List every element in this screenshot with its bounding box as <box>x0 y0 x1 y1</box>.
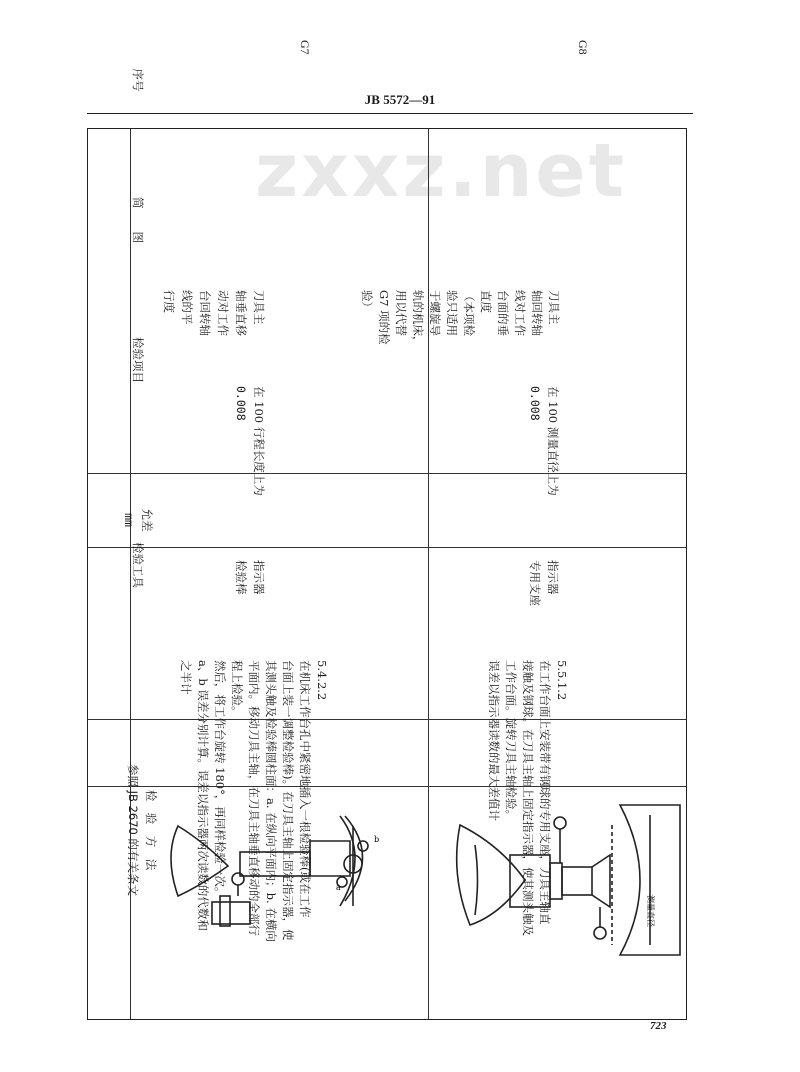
header-diagram: 简 图 <box>131 197 145 243</box>
g8-spindle <box>510 855 550 907</box>
row-g7-item: 刀具主 轴垂直移 动对工作 台回转轴 线的平 行度 <box>162 290 266 336</box>
diagram-g8-drawing <box>430 785 686 1019</box>
row-g7-seq: G7 <box>298 40 312 55</box>
row-g7-tolerance: 在 100 行程长度上为 0.008 <box>234 386 266 496</box>
g8-label-diameter: 测量直径 <box>646 895 655 927</box>
g8-table-body <box>457 825 525 925</box>
g7-label-b: b <box>374 835 380 844</box>
header-item: 检验项目 <box>131 337 145 383</box>
method-title: 检 验 方 法 <box>144 789 158 871</box>
header-tool: 检验工具 <box>131 542 145 588</box>
g7-label-a: a <box>336 883 341 892</box>
method-subtitle: 参照 JB 2670 的有关条文 <box>126 763 140 896</box>
standard-code-header: JB 5572—91 <box>364 92 436 107</box>
row-g8-tool: 指示器 专用支座 <box>528 560 560 606</box>
row-g8-method: 5.5.1.2 在工作台面上安装带有钢球的专用支座，刀具主轴直 接触及钢球。在刀具主轴上固定指示器，使其测头触及 工作台面。旋转刀具主轴检验。 误差以指示器读数的最大差值计 <box>487 660 569 936</box>
row-g7-tool: 指示器 检验棒 <box>234 560 266 595</box>
header-method <box>124 660 160 1000</box>
page-number: 723 <box>650 1020 667 1032</box>
row-g8-tolerance: 在 100 测量直径上为 0.008 <box>528 386 560 496</box>
g8-special-support <box>562 867 592 895</box>
row-g7-method: 5.4.2.2 在机床工作台孔中紧密地插入一根检验棒(或在工作 台面上装一调整检验棒)。在刀具主轴上固定指示器，使 其测头触及检验棒圆柱面：a. 在纵向平面内；b. 在横向 平面内。移动刀具主轴，在刀具主轴垂直移动的全部行 程上检验。 然后，将工作台旋转 180°，再同样检验一次。 a、b 误差分别计算。误差以指示器两次读数的代数和 之半计 <box>179 660 329 942</box>
g8-indicator-ball <box>554 817 566 829</box>
header-seq: 序号 <box>131 68 145 92</box>
tolerance-unit: mm <box>122 513 136 527</box>
tolerance-title: 允差 <box>140 508 154 532</box>
row-g8-seq: G8 <box>576 40 590 55</box>
watermark: zxxz.net <box>255 128 627 214</box>
row-g8-item: 刀具主 轴回转轴 线对工作 台面的垂 直度 （本项检 验只适用 于螺旋导 轨的机床， 用以代替 G7 项的检 验） <box>360 290 561 348</box>
